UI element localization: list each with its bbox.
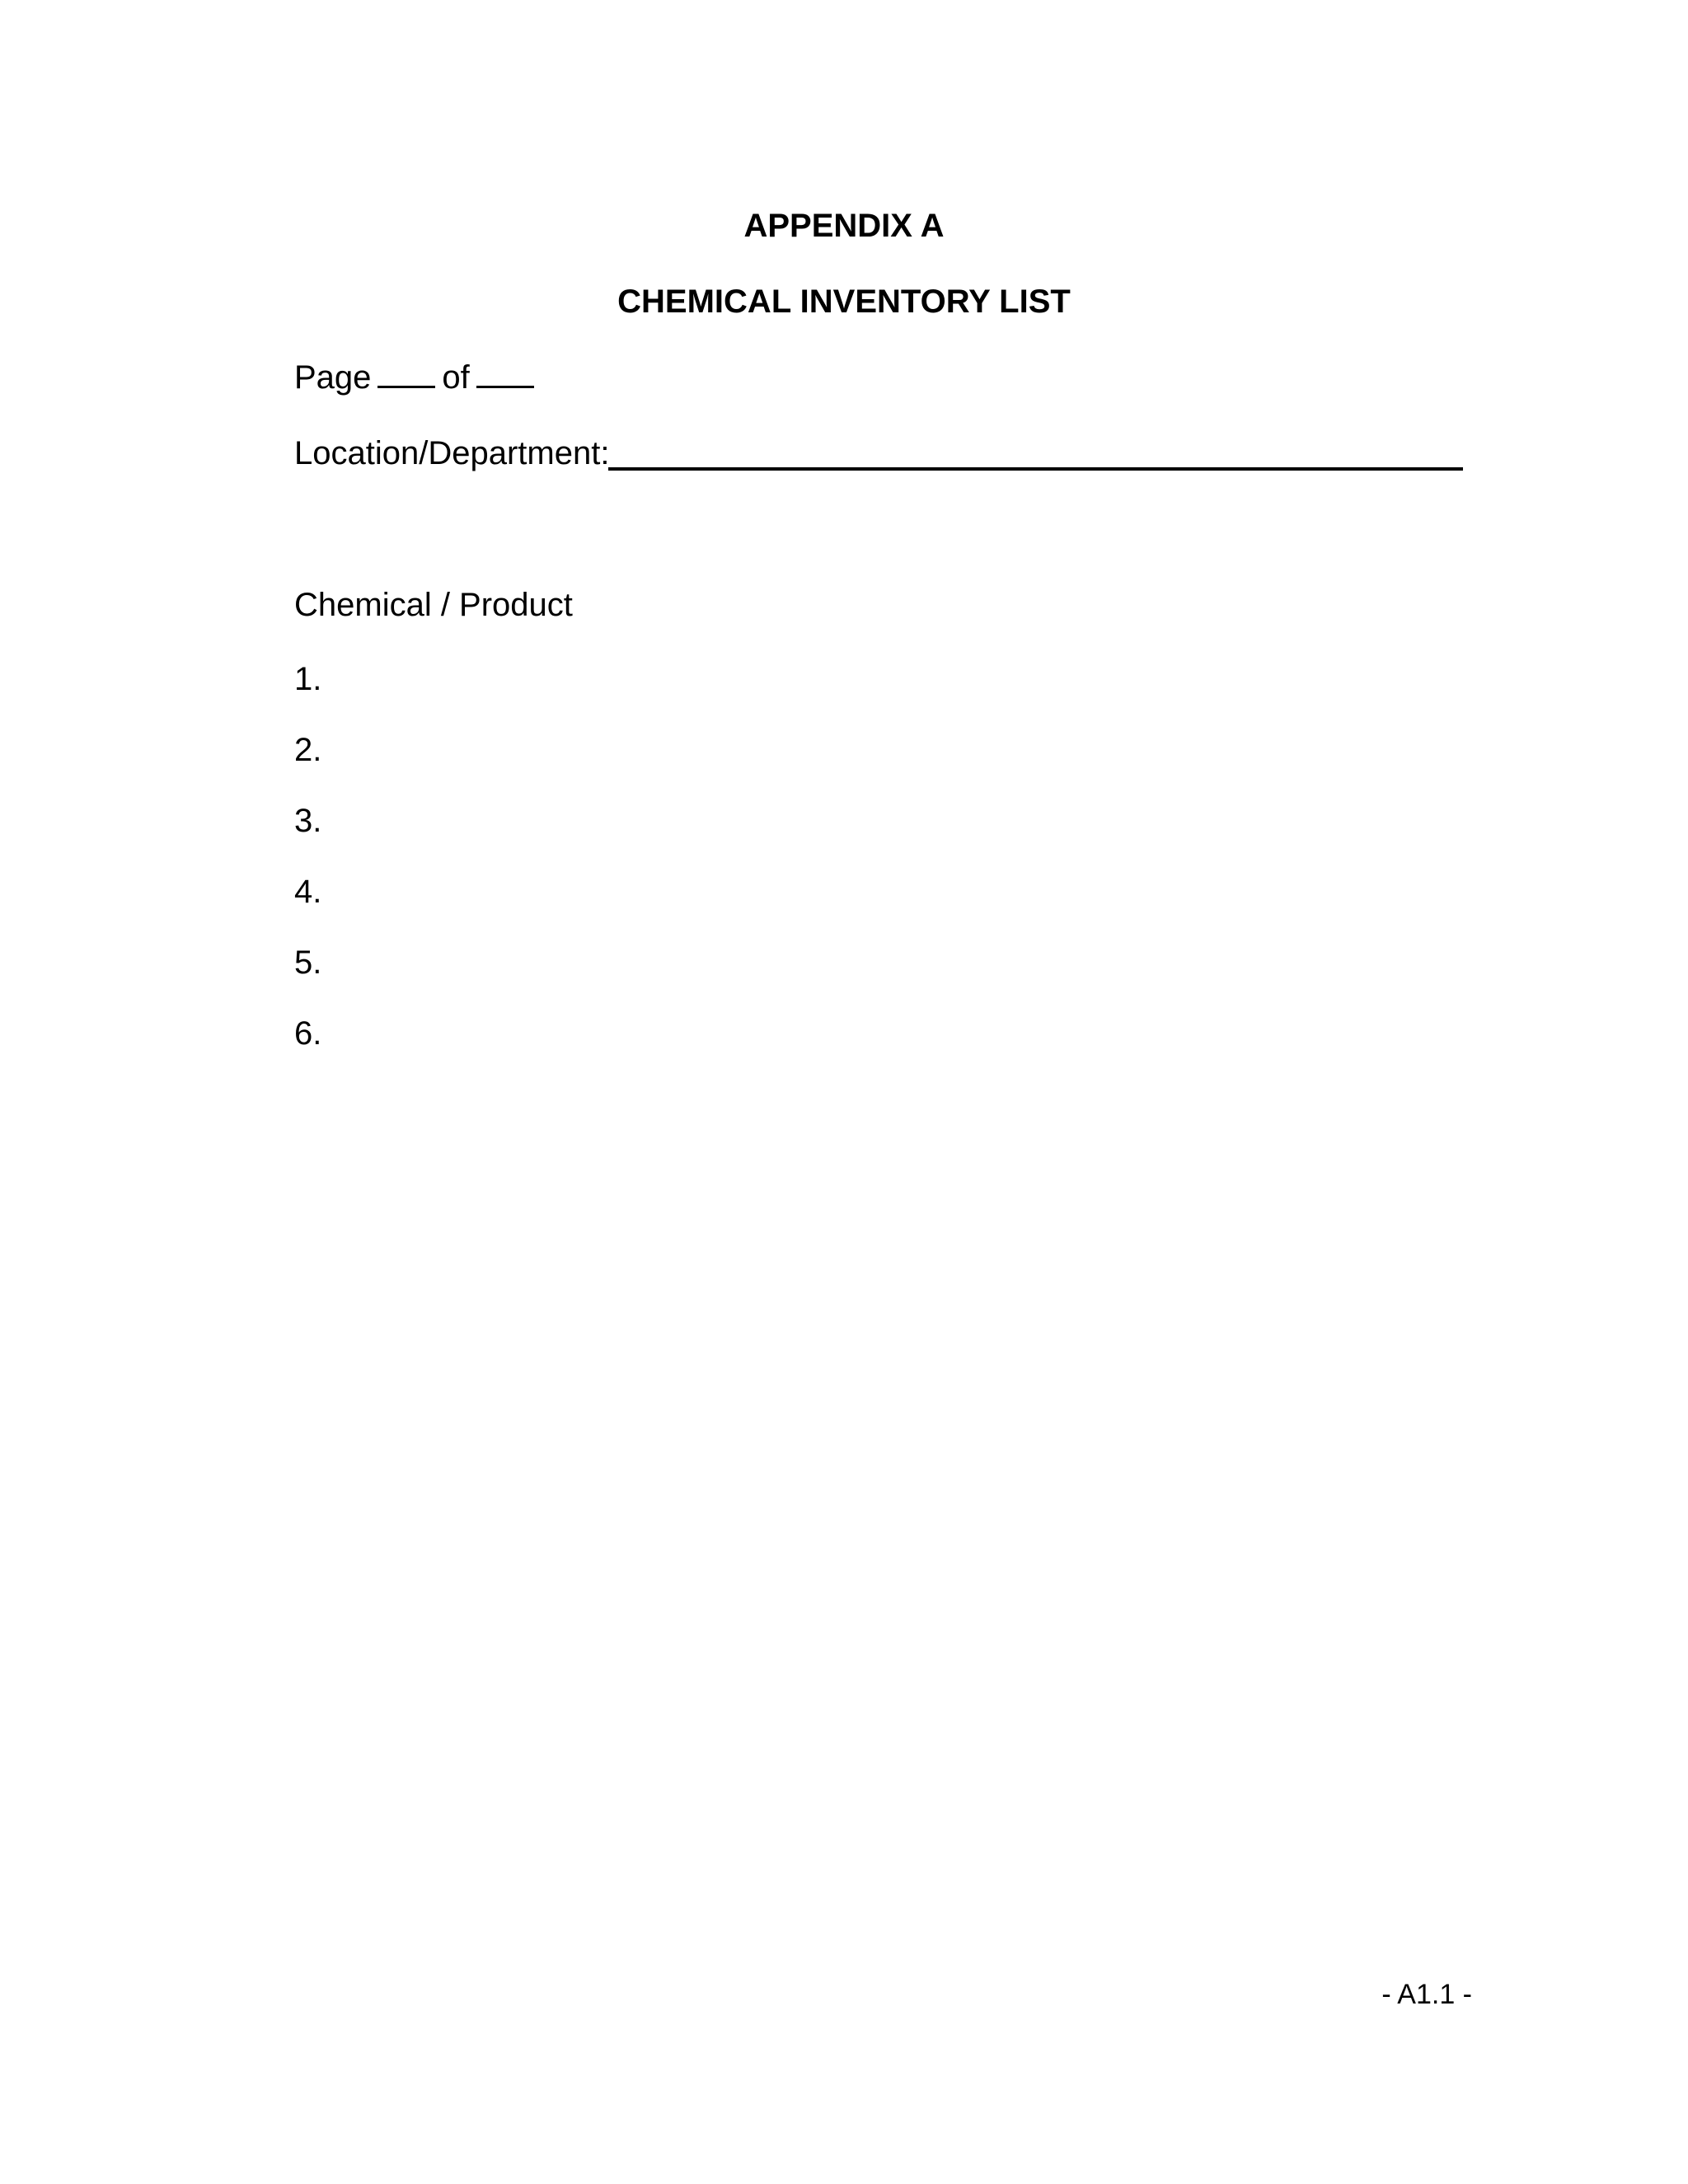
page-label: Page [294,359,372,396]
list-item: 3. [294,803,322,839]
list-item: 1. [294,661,322,697]
page-number-blank[interactable] [377,358,435,388]
list-item: 6. [294,1015,322,1052]
page-count-line [294,358,541,397]
page-total-blank[interactable] [476,358,534,388]
chemical-product-header: Chemical / Product [294,587,573,623]
appendix-title: APPENDIX A [743,208,945,244]
of-label: of [442,359,470,396]
location-line [294,434,609,473]
chemical-item-list [294,659,321,1085]
footer-page-number: - A1.1 - [1381,1979,1472,2010]
location-label: Location/Department: [294,435,610,471]
inventory-list-title: CHEMICAL INVENTORY LIST [617,284,1071,320]
list-item: 2. [294,732,322,768]
list-item: 4. [294,874,322,910]
location-department-blank[interactable] [608,467,1463,471]
list-item: 5. [294,944,322,981]
